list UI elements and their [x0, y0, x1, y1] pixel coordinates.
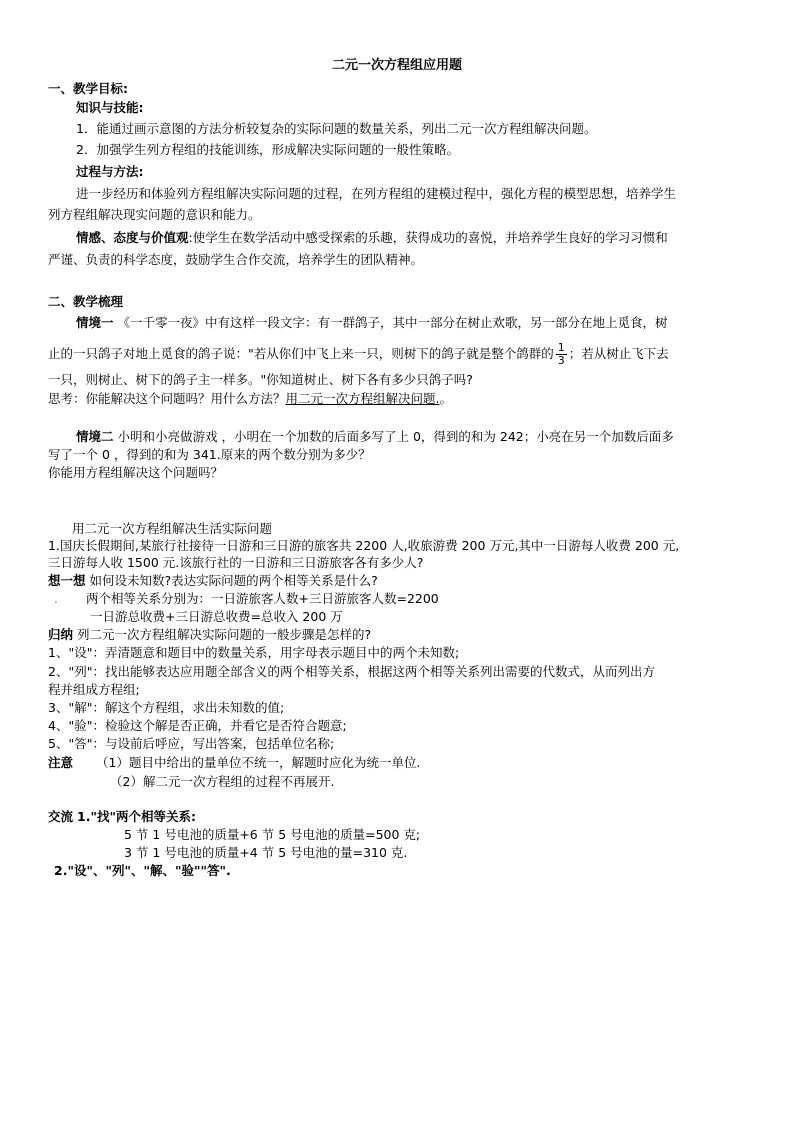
- summary-text: 列二元一次方程组解决实际问题的一般步骤是怎样的?: [77, 627, 372, 642]
- scenario1-text-2a: 止的一只鸽子对地上觅食的鸽子说："若从你们中飞上来一只，则树下的鸽子就是整个鸽群的: [48, 346, 554, 361]
- step-3: 3、"解"：解这个方程组，求出未知数的值;: [48, 700, 285, 715]
- think-end: 。: [439, 391, 453, 406]
- exchange-line: [48, 808, 196, 826]
- step-1: 1、"设"：弄清题意和题目中的数量关系，用字母表示题目中的两个未知数;: [48, 645, 460, 660]
- scenario1-text: 《一千零一夜》中有这样一段文字：有一群鸽子，其中一部分在树止欢歌，另一部分在地上觅食，树: [117, 315, 668, 330]
- think-answer: 用二元一次方程组解决问题.: [285, 391, 440, 406]
- emotion-attitude-line-1: [76, 229, 668, 247]
- scenario2-line-3: 你能用方程组解决这个问题吗？: [48, 465, 224, 480]
- note-2: （2）解二元一次方程组的过程不再展开.: [110, 774, 335, 789]
- fraction-numerator: 1: [557, 341, 565, 354]
- process-method-line-2: 列方程组解决现实问题的意识和能力。: [48, 207, 261, 222]
- fraction-one-third: [556, 342, 567, 367]
- step-2-line-2: 程并组成方程组;: [48, 682, 140, 697]
- section3-heading: 用二元一次方程组解决生活实际问题: [72, 521, 273, 536]
- process-method-line-1: 进一步经历和体验列方程组解决实际问题的过程，在列方程组的建模过程中，强化方程的模型思想，培养学生: [76, 186, 677, 201]
- knowledge-skills-label: 知识与技能:: [76, 100, 144, 115]
- scenario2-line-1: [76, 428, 674, 446]
- summary-label: 归纳: [48, 627, 74, 642]
- scenario1-line-3: 一只，则树止、树下的鸽子主一样多。"你知道树止、树下各有多少只鸽子吗?: [48, 372, 473, 387]
- exchange-item-1: 1."找"两个相等关系:: [77, 809, 196, 824]
- scenario1-text-2b: ；若从树止飞下去: [568, 346, 669, 361]
- exchange-relation-1: 5 节 1 号电池的质量+6 节 5 号电池的质量=500 克;: [124, 827, 421, 842]
- note-1: （1）题目中给出的量单位不统一，解题时应化为统一单位.: [96, 755, 421, 770]
- exchange-label: 交流: [48, 809, 74, 824]
- exchange-item-2: 2."设"、"列"、"解、"验""答".: [54, 863, 231, 878]
- problem1-line-1: 1.国庆长假期间,某旅行社接待一日游和三日游的旅客共 2200 人,收旅游费 200 万元,其中一日游每人收费 200 元,: [48, 538, 680, 553]
- exchange-relation-2: 3 节 1 号电池的质量+4 节 5 号电池的量=310 克.: [124, 845, 408, 860]
- scenario2-line-2: 写了一个 0 ，得到的和为 341.原来的两个数分别为多少？: [48, 447, 371, 462]
- step-4: 4、"验"：检验这个解是否正确，并看它是否符合题意;: [48, 718, 347, 733]
- page-title: 二元一次方程组应用题: [331, 58, 462, 73]
- scenario1-line-2: [48, 342, 669, 367]
- step-5: 5、"答"：与设前后呼应，写出答案，包括单位名称;: [48, 736, 335, 751]
- think-about-label: 想一想: [48, 573, 86, 588]
- knowledge-item-2: 2．加强学生列方程组的技能训练，形成解决实际问题的一般性策略。: [76, 142, 459, 157]
- relation-1: 两个相等关系分别为：一日游旅客人数+三日游旅客人数=2200: [86, 591, 439, 606]
- emotion-attitude-text: :使学生在数学活动中感受探索的乐趣，获得成功的喜悦，并培养学生良好的学习习惯和: [188, 230, 668, 245]
- process-method-label: 过程与方法:: [76, 164, 144, 179]
- scenario2-text: 小明和小亮做游戏 ，小明在一个加数的后面多写了上 0，得到的和为 242；小亮在另一个加数后面多: [117, 429, 674, 444]
- problem1-line-2: 三日游每人收 1500 元.该旅行社的一日游和三日游旅客各有多少人?: [48, 555, 424, 570]
- section2-heading: 二、教学梳理: [48, 294, 124, 309]
- think-about-text: 如何设未知数?表达实际问题的两个相等关系是什么?: [89, 573, 378, 588]
- emotion-attitude-label: 情感、态度与价值观: [76, 230, 189, 245]
- think-question: 思考：你能解决这个问题吗？用什么方法？: [48, 391, 286, 406]
- summary-line: [48, 626, 371, 644]
- scenario1-label: 情境一: [76, 315, 114, 330]
- relation-2: 一日游总收费+三日游总收费=总收入 200 万: [90, 609, 343, 624]
- emotion-attitude-line-2: 严谨、负责的科学态度，鼓励学生合作交流，培养学生的团队精神。: [48, 252, 424, 267]
- note-label: 注意: [48, 755, 74, 770]
- step-2-line-1: 2、"列"：找出能够表达应用题全部含义的两个相等关系，根据这两个相等关系列出需要的代数式，从而列出方: [48, 664, 655, 679]
- relation-dot: .: [54, 591, 58, 606]
- section1-heading: 一、教学目标:: [48, 81, 128, 96]
- think-about-line: [48, 572, 378, 590]
- fraction-denominator: 3: [557, 354, 565, 367]
- think-line: [48, 390, 452, 408]
- scenario2-label: 情境二: [76, 429, 114, 444]
- scenario1-line-1: [76, 314, 668, 332]
- knowledge-item-1: 1．能通过画示意图的方法分析较复杂的实际问题的数量关系，列出二元一次方程组解决问题。: [76, 121, 597, 136]
